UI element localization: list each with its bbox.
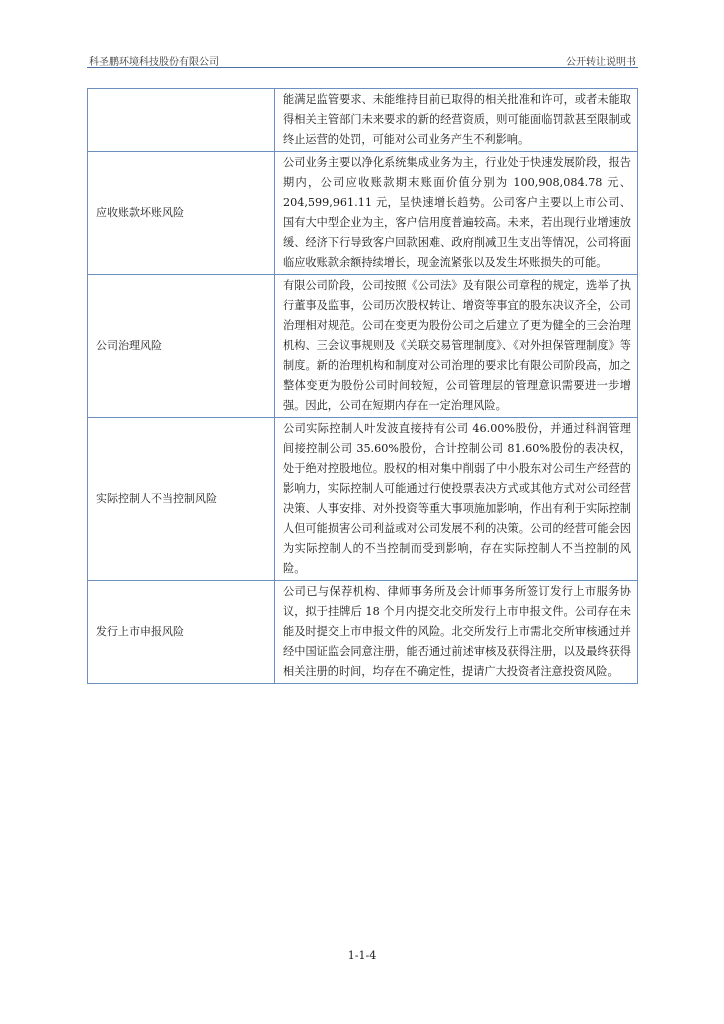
- page-header: [87, 51, 638, 68]
- risk-description: 有限公司阶段，公司按照《公司法》及有限公司章程的规定，选举了执行董事及监事，公司历次股权转让、增资等事宜的股东决议齐全，公司治理相对规范。公司在变更为股份公司之后建立了更为健全的三会治理机构、三会议事规则及《关联交易管理制度》、《对外担保管理制度》等制度。新的治理机构和制度对公司治理的要求比有限公司阶段高，加之整体变更为股份公司时间较短，公司管理层的管理意识需要进一步增强。因此，公司在短期内存在一定治理风险。: [275, 275, 638, 418]
- risk-description: 公司已与保荐机构、律师事务所及会计师事务所签订发行上市服务协议，拟于挂牌后 18 个月内提交北交所发行上市申报文件。公司存在未能及时提交上市申报文件的风险。北交所发行上市需北交所审核通过并经中国证监会同意注册，能否通过前述审核及获得注册，以及最终获得相关注册的时间，均存在不确定性，提请广大投资者注意投资风险。: [275, 581, 638, 684]
- table-row: [88, 275, 638, 418]
- table-row: [88, 89, 638, 152]
- risk-description: 能满足监管要求、未能维持目前已取得的相关批准和许可，或者未能取得相关主管部门未来要求的新的经营资质，则可能面临罚款甚至限制或终止运营的处罚，可能对公司业务产生不利影响。: [275, 89, 638, 152]
- risk-description: 公司业务主要以净化系统集成业务为主，行业处于快速发展阶段，报告期内，公司应收账款期末账面价值分别为 100,908,084.78 元、204,599,961.11 元，呈快速增长趋势。公司客户主要以上市公司、国有大中型企业为主，客户信用度普遍较高。未来，若出现行业增速放缓、经济下行导致客户回款困难、政府削减卫生支出等情况，公司将面临应收账款余额持续增长，现金流紧张以及发生坏账损失的可能。: [275, 152, 638, 275]
- header-document-title: 公开转让说明书: [566, 57, 636, 68]
- header-company-name: 科圣鹏环境科技股份有限公司: [89, 57, 219, 68]
- table-row: [88, 581, 638, 684]
- risk-name: 公司治理风险: [88, 275, 275, 418]
- table-row: [88, 152, 638, 275]
- risk-name: 应收账款坏账风险: [88, 152, 275, 275]
- risk-description: 公司实际控制人叶发波直接持有公司 46.00%股份，并通过科润管理间接控制公司 35.60%股份，合计控制公司 81.60%股份的表决权，处于绝对控股地位。股权的相对集中削弱了中小股东对公司生产经营的影响力，实际控制人可能通过行使投票表决方式或其他方式对公司经营决策、人事安排、对外投资等重大事项施加影响，作出有利于实际控制人但可能损害公司利益或对公司发展不利的决策。公司的经营可能会因为实际控制人的不当控制而受到影响，存在实际控制人不当控制的风险。: [275, 418, 638, 581]
- risk-name: [88, 89, 275, 152]
- risk-table: [87, 88, 638, 684]
- risk-name: 实际控制人不当控制风险: [88, 418, 275, 581]
- table-row: [88, 418, 638, 581]
- page-number: 1-1-4: [347, 949, 377, 962]
- risk-name: 发行上市申报风险: [88, 581, 275, 684]
